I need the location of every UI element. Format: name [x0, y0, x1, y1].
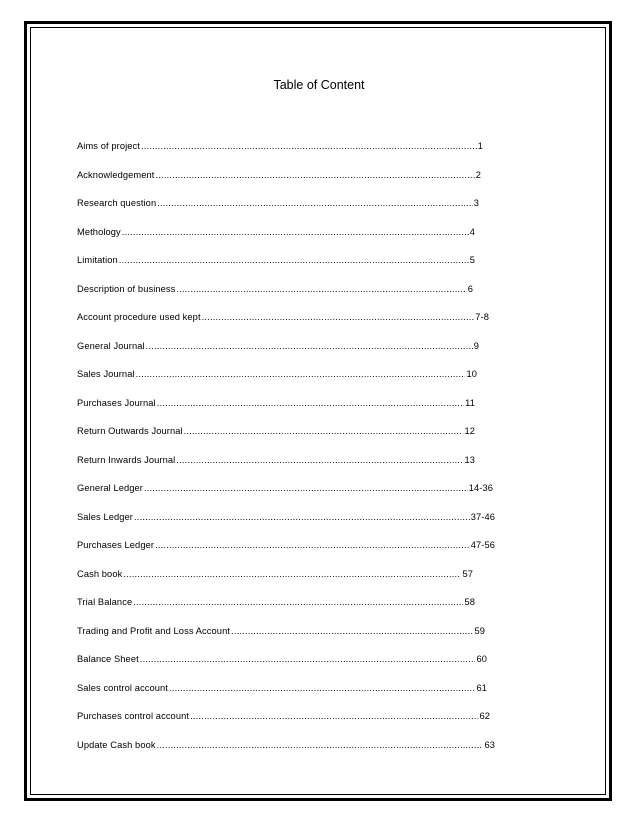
toc-entry-page: 3: [473, 198, 479, 208]
toc-entry-label: Account procedure used kept: [77, 312, 201, 322]
toc-leader-dots: [176, 451, 463, 469]
toc-entry: [77, 194, 479, 212]
toc-entry: [77, 280, 473, 298]
toc-entry-page: 14-36: [468, 483, 493, 493]
toc-entry-page: 58: [464, 597, 475, 607]
toc-entry: [77, 536, 495, 554]
toc-entry-page: 5: [469, 255, 475, 265]
toc-entry-page: 9: [473, 340, 479, 351]
toc-entry-page: 47-56: [470, 540, 495, 550]
toc-leader-dots: [119, 251, 469, 269]
toc-entry-label: General Ledger: [77, 483, 144, 493]
toc-leader-dots: [231, 622, 473, 640]
toc-entry-page: 62: [479, 711, 490, 721]
toc-entry-label: Sales Ledger: [77, 511, 133, 522]
toc-entry-page: 12: [464, 426, 475, 436]
toc-entry-label: Acknowledgement: [77, 169, 155, 180]
toc-entry-label: Return Inwards Journal: [77, 454, 176, 465]
toc-entry-label: General Journal: [77, 340, 145, 351]
toc-entry-page: 11: [465, 397, 475, 408]
toc-entry-page: 4: [469, 226, 475, 237]
toc-entry-page: 6: [467, 283, 473, 294]
toc-leader-dots: [134, 508, 470, 526]
toc-leader-dots: [176, 280, 466, 298]
toc-leader-dots: [155, 536, 470, 554]
toc-entry-page: 63: [484, 739, 495, 750]
toc-entry-label: Methology: [77, 226, 121, 237]
toc-entry-page: 13: [464, 454, 475, 465]
toc-entry-page: 57: [462, 568, 473, 579]
toc-entry-label: Purchases control account: [77, 711, 190, 721]
toc-entry: [77, 223, 475, 241]
toc-entry: [77, 137, 483, 155]
toc-leader-dots: [141, 137, 477, 155]
toc-entry: [77, 337, 479, 355]
toc-entry: [77, 394, 475, 412]
toc-entry: [77, 650, 487, 668]
toc-leader-dots: [155, 166, 474, 184]
toc-entry-label: Sales Journal: [77, 369, 135, 379]
toc-entry-label: Description of business: [77, 283, 176, 294]
toc-entry-page: 59: [474, 625, 485, 636]
toc-leader-dots: [123, 565, 461, 583]
page-title: Table of Content: [273, 78, 365, 92]
toc-entry-label: Balance Sheet: [77, 654, 139, 664]
toc-entry: [77, 508, 495, 526]
toc-leader-dots: [146, 337, 473, 355]
toc-entry: [77, 593, 475, 611]
toc-leader-dots: [202, 308, 475, 326]
toc-leader-dots: [157, 394, 464, 412]
toc-entry: [77, 622, 485, 640]
toc-entry-page: 61: [476, 682, 487, 693]
toc-entry: [77, 736, 495, 754]
toc-entry-page: 37-46: [470, 511, 495, 522]
toc-entry-label: Return Outwards Journal: [77, 426, 183, 436]
toc-entry-page: 7-8: [475, 312, 489, 322]
toc-entry-page: 10: [466, 369, 477, 379]
toc-entry-label: Update Cash book: [77, 739, 156, 750]
toc-leader-dots: [133, 593, 463, 611]
toc-entry: [77, 707, 490, 725]
toc-entry-label: Trading and Profit and Loss Account: [77, 625, 231, 636]
toc-leader-dots: [169, 679, 475, 697]
toc-leader-dots: [122, 223, 469, 241]
toc-leader-dots: [157, 194, 472, 212]
toc-entry: [77, 365, 477, 383]
toc-leader-dots: [144, 479, 468, 497]
toc-leader-dots: [190, 707, 478, 725]
toc-entry: [77, 166, 481, 184]
toc-leader-dots: [140, 650, 476, 668]
toc-entry: [77, 679, 487, 697]
toc-entry: [77, 479, 493, 497]
toc-entry-label: Sales control account: [77, 682, 168, 693]
toc-entry-label: Cash book: [77, 568, 123, 579]
toc-entry-label: Trial Balance: [77, 597, 133, 607]
toc-leader-dots: [136, 365, 466, 383]
toc-entry: [77, 451, 475, 469]
toc-entry-page: 1: [477, 141, 483, 151]
toc-entry-label: Research question: [77, 198, 157, 208]
toc-entry: [77, 422, 475, 440]
toc-leader-dots: [157, 736, 484, 754]
toc-leader-dots: [184, 422, 464, 440]
toc-entry-label: Purchases Ledger: [77, 540, 155, 550]
toc-entry: [77, 251, 475, 269]
toc-entry: [77, 308, 489, 326]
toc-entry-page: 60: [476, 654, 487, 664]
toc-entry-label: Limitation: [77, 255, 118, 265]
toc-entry: [77, 565, 473, 583]
toc-entry-page: 2: [475, 169, 481, 180]
toc-entry-label: Purchases Journal: [77, 397, 156, 408]
toc-entry-label: Aims of project: [77, 141, 140, 151]
